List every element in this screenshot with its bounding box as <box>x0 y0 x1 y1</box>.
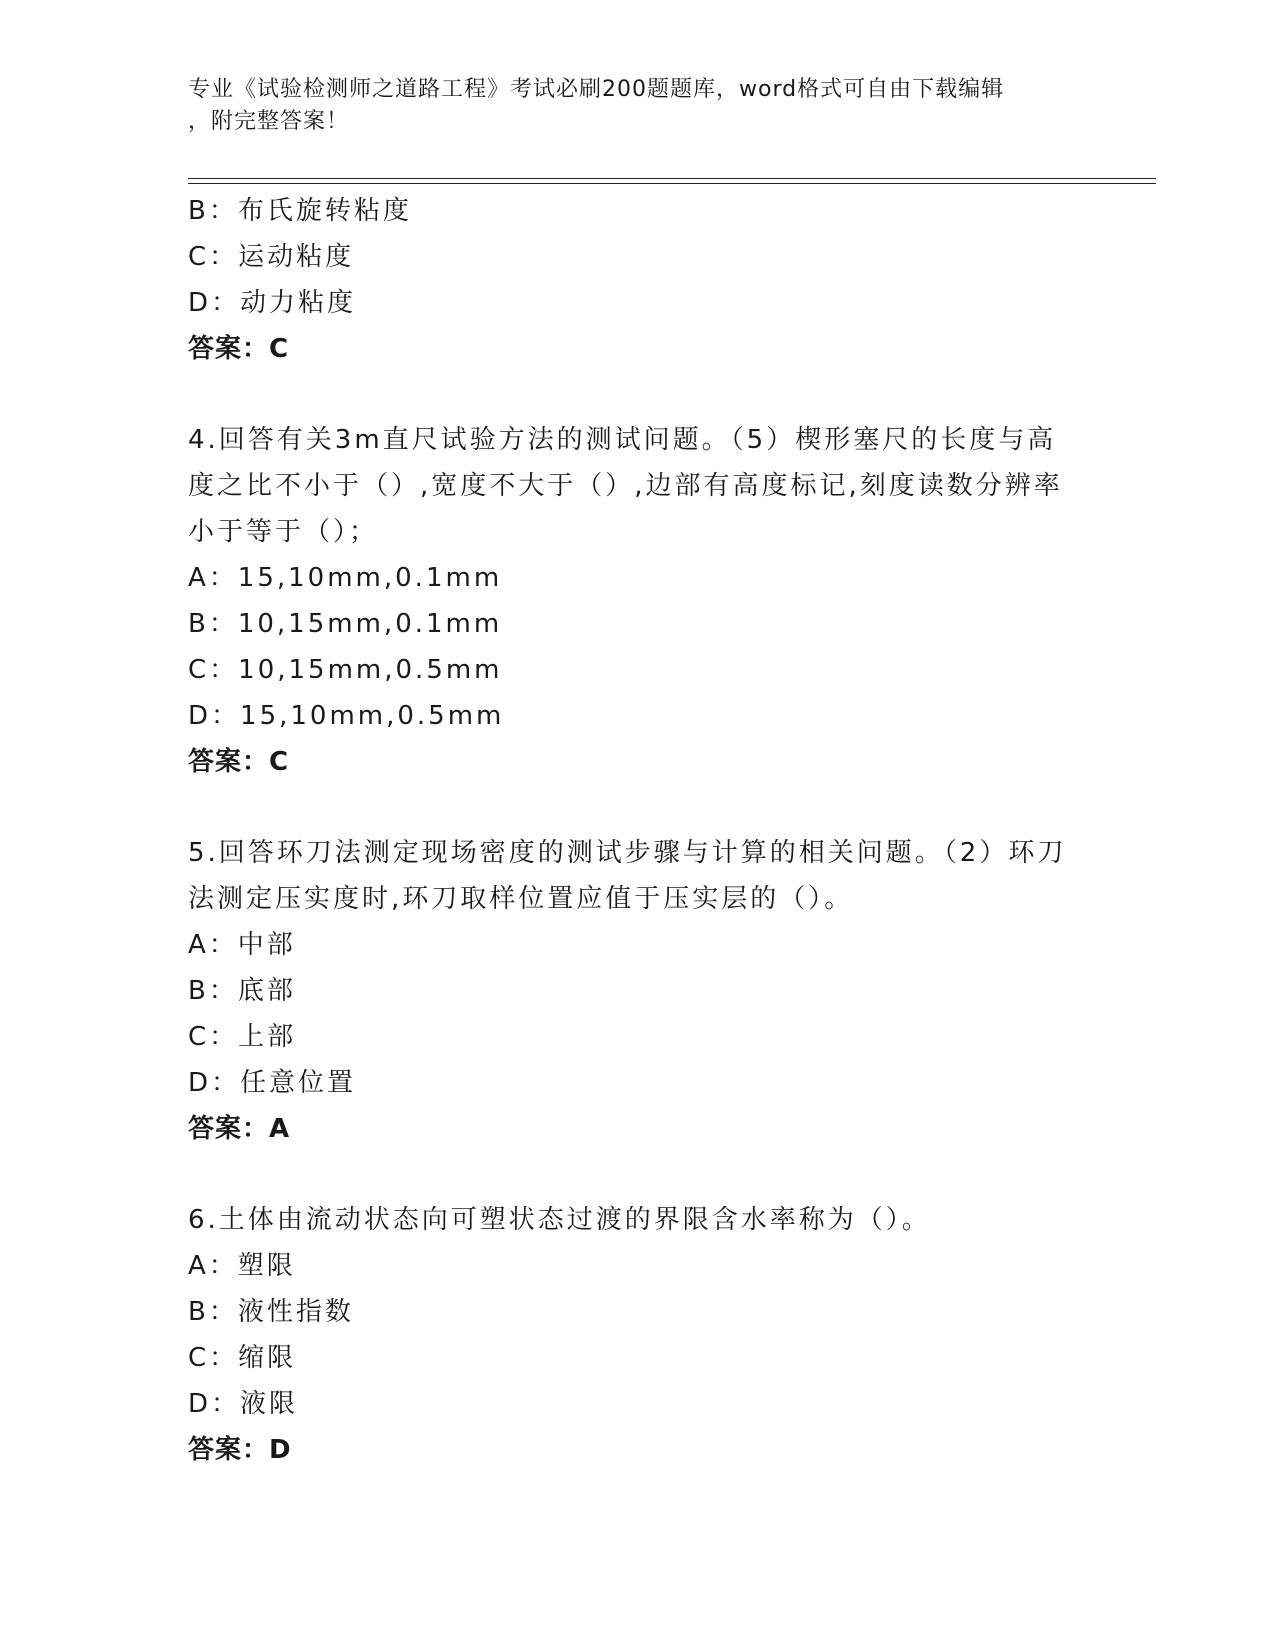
answer-line: 答案：A <box>188 1114 291 1144</box>
option-d: D：液限 <box>188 1389 299 1419</box>
spacer <box>188 1152 1088 1197</box>
question-text-line: 6.土体由流动状态向可塑状态过渡的界限含水率称为（）。 <box>188 1205 931 1235</box>
question-block-6 <box>188 1197 1088 1473</box>
option-b: B：布氏旋转粘度 <box>188 196 412 226</box>
option-b: B：10,15mm,0.1mm <box>188 609 503 639</box>
answer-line: 答案：C <box>188 747 290 777</box>
question-text-line: 法测定压实度时,环刀取样位置应值于压实层的（）。 <box>188 884 854 914</box>
question-text-line: 5.回答环刀法测定现场密度的测试步骤与计算的相关问题。（2）环刀 <box>188 838 1067 868</box>
document-body <box>188 188 1088 1473</box>
option-a: A：15,10mm,0.1mm <box>188 563 503 593</box>
option-d: D：任意位置 <box>188 1068 357 1098</box>
question-text-line: 小于等于（）； <box>188 517 379 547</box>
option-a: A：中部 <box>188 930 296 960</box>
header-divider-bottom <box>188 183 1156 184</box>
option-b: B：底部 <box>188 976 296 1006</box>
header-title-line-2: ，附完整答案！ <box>188 109 350 134</box>
option-d: D：动力粘度 <box>188 288 357 318</box>
option-a: A：塑限 <box>188 1251 296 1281</box>
option-b: B：液性指数 <box>188 1297 354 1327</box>
header-title-line-1: 专业《试验检测师之道路工程》考试必刷200题题库，word格式可自由下载编辑 <box>188 77 1005 102</box>
option-c: C：10,15mm,0.5mm <box>188 655 503 685</box>
question-block-5 <box>188 830 1088 1152</box>
option-c: C：运动粘度 <box>188 242 355 272</box>
spacer <box>188 785 1088 830</box>
option-c: C：上部 <box>188 1022 297 1052</box>
header-divider-top <box>188 178 1156 179</box>
question-text-line: 4.回答有关3m直尺试验方法的测试问题。（5）楔形塞尺的长度与高 <box>188 425 1057 455</box>
question-block-4 <box>188 417 1088 785</box>
spacer <box>188 372 1088 417</box>
question-text-line: 度之比不小于（）,宽度不大于（）,边部有高度标记,刻度读数分辨率 <box>188 471 1063 501</box>
answer-line: 答案：D <box>188 1435 292 1465</box>
question-block-3-partial <box>188 188 1088 372</box>
document-header <box>188 74 1078 138</box>
option-d: D：15,10mm,0.5mm <box>188 701 505 731</box>
answer-line: 答案：C <box>188 334 290 364</box>
option-c: C：缩限 <box>188 1343 297 1373</box>
